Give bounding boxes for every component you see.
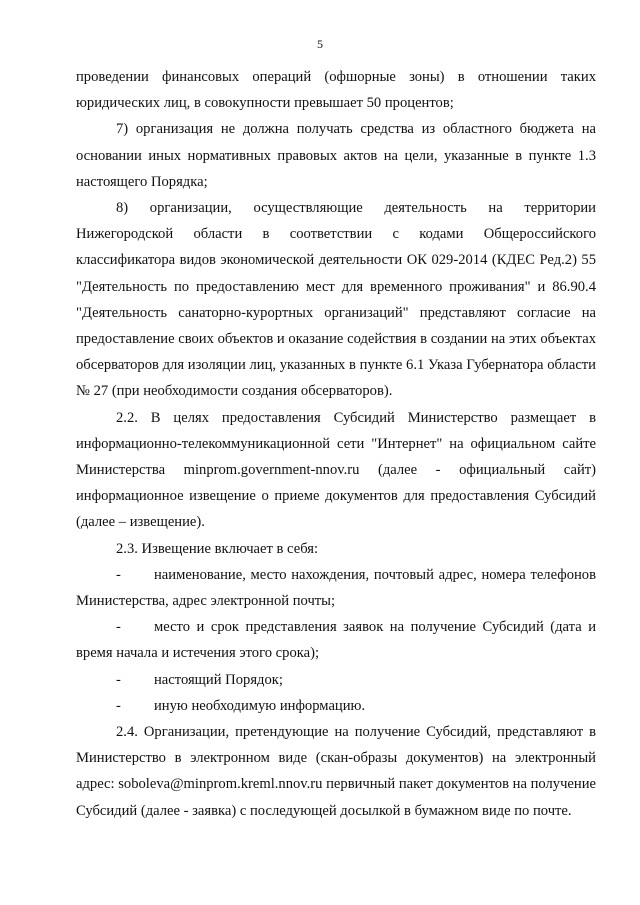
list-item-text: настоящий Порядок; xyxy=(154,671,283,688)
paragraph-2-2: 2.2. В целях предоставления Субсидий Министерство размещает в информационно-телекоммуникационной сети "Интернет" на официальном сайте Министерства minprom.government-nnov.ru (далее - официальный сайт) информационное извещение о приеме документов для предоставления Субсидий (далее – извещение). xyxy=(76,409,596,531)
list-marker: - xyxy=(116,697,121,714)
paragraph-continuation: проведении финансовых операций (офшорные зоны) в отношении таких юридических лиц, в совокупности превышает 50 процентов; xyxy=(76,69,596,112)
document-body xyxy=(76,64,596,824)
page-number: 5 xyxy=(317,37,323,51)
paragraph-2-4: 2.4. Организации, претендующие на получение Субсидий, представляют в Министерство в электронном виде (скан-образы документов) на электронный адрес: soboleva@minprom.kreml.nnov.ru первичный пакет документов на получение Субсидий (далее - заявка) с последующей досылкой в бумажном виде по почте. xyxy=(76,724,596,819)
list-item-text: наименование, место нахождения, почтовый адрес, номера телефонов Министерства, адрес электронной почты; xyxy=(76,566,596,610)
list-item xyxy=(76,667,596,693)
list-item-text: место и срок представления заявок на получение Субсидий (дата и время начала и истечения этого срока); xyxy=(76,619,596,662)
list-marker: - xyxy=(116,566,121,583)
list-marker: - xyxy=(116,619,121,636)
list-item xyxy=(76,562,596,614)
list-item xyxy=(76,614,596,666)
paragraph-item-7: 7) организация не должна получать средства из областного бюджета на основании иных нормативных правовых актов на цели, указанные в пункте 1.3 настоящего Порядка; xyxy=(76,121,596,190)
paragraph-2-3: 2.3. Извещение включает в себя: xyxy=(116,540,319,557)
paragraph-item-8: 8) организации, осуществляющие деятельность на территории Нижегородской области в соответствии с кодами Общероссийского классификатора видов экономической деятельности ОК 029-2014 (КДЕС Ред.2) 55 "Деятельность по предоставлению мест для временного проживания" и 86.90.4 "Деятельность санаторно-курортных организаций" представляют согласие на предоставление своих объектов и оказание содействия в создании на этих объектах обсерваторов для изоляции лиц, указанных в пункте 6.1 Указа Губернатора области № 27 (при необходимости создания обсерваторов). xyxy=(76,200,596,400)
list-marker: - xyxy=(116,671,121,688)
list-item xyxy=(76,693,596,719)
list-item-text: иную необходимую информацию. xyxy=(154,697,366,714)
